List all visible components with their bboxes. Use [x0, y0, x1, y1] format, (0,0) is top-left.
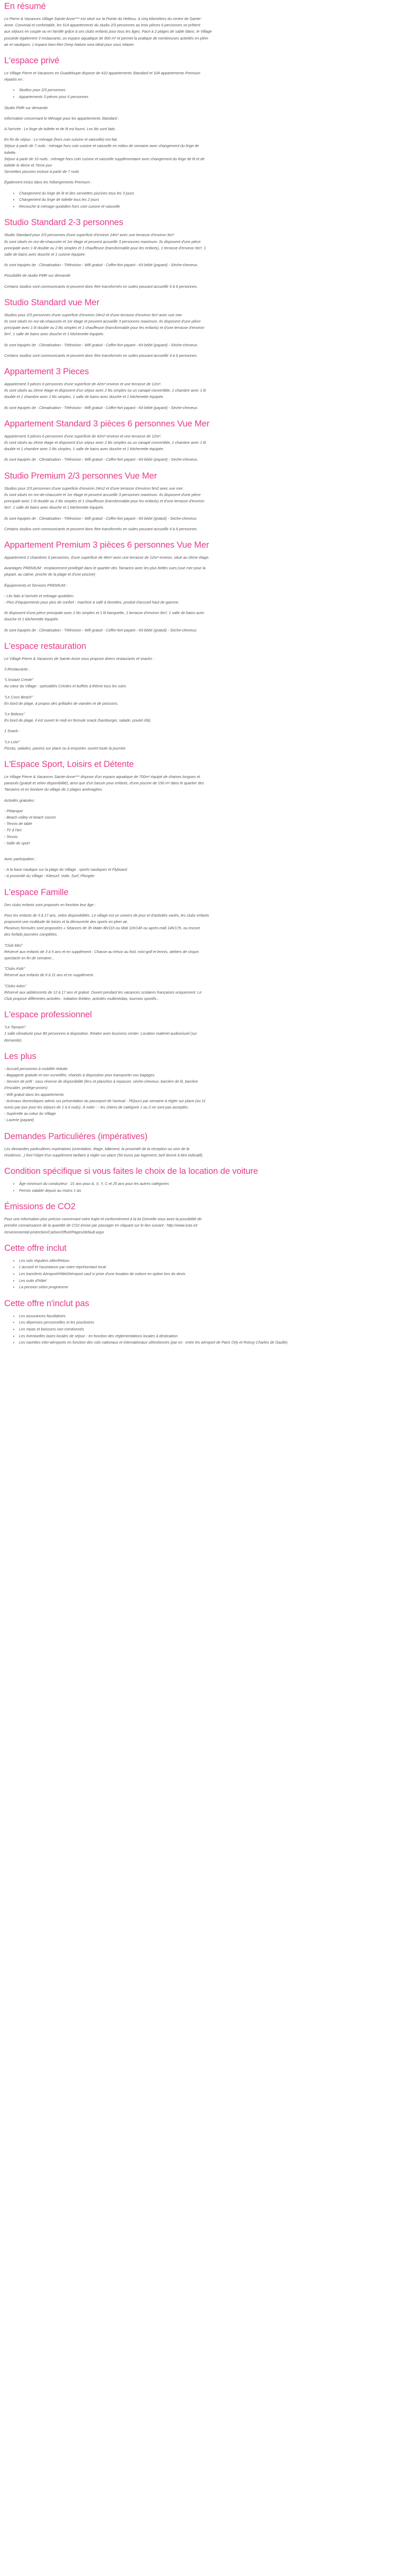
section-title-premium-appart: Appartement Premium 3 pièces 6 personnes Vue Mer: [4, 540, 209, 550]
text-line: principale avec 1 lit double ou 2 lits simples et 1 chauffeuse (transformable pour les enfants) et d'une terrasse d'environ: [4, 325, 205, 330]
section-title-resume: En résumé: [4, 2, 46, 11]
plus-item: - Service de prêt : sous réserve de disponibilité (fers et planches à repasser, sèche-cheveux, barrière de lit, barrière: [4, 1079, 198, 1084]
resume-text: [4, 16, 396, 48]
famille-details: [4, 912, 396, 938]
section-title-sport: L'Espace Sport, Loisirs et Détente: [4, 759, 134, 769]
text-line: principale avec 1 lit double ou 2 lits simples et 1 chauffeuse (transformable pour les enfants) et d'une terrasse d'environ: [4, 499, 205, 504]
premium-appart-equip: Ils sont équipés de : Climatisation - Télévision - Wifi gratuit - Coffre-fort payant - Kit bébé (gratuit) - Sèche-cheveux.: [4, 627, 197, 633]
text-line: Pour une information plus précise concernant votre trajet et conformément à la loi Grenelle vous avez la possibilité de: [4, 1217, 202, 1222]
list-item: [19, 1339, 396, 1346]
text-line: salle de bains avec douche et 1 cuisine équipée.: [4, 252, 86, 257]
premium-appart-desc: Appartement 2 chambres 6 personnes, d'une superficie de 46m² avec une terrasse de 12m² environ, situé au 2ème étage.: [4, 555, 209, 560]
prive-intro: [4, 70, 396, 83]
text-line: toilette.: [4, 150, 17, 155]
text-line: Les navettes inter-aéroports en fonction des vols nationaux et internationaux sélectionnés (par ex : entre les: [19, 1340, 201, 1345]
section-title-standard-vue-mer: Studio Standard vue Mer: [4, 297, 100, 307]
text-line: Serviettes piscines incluse à partir de 7 nuits: [4, 169, 79, 174]
list-item: • Recouche & ménage quotidien hors coin cuisine et vaisselle: [19, 203, 396, 210]
text-line: double et 1 chambre avec 2 lits simples, 1 salle de bains avec douche et 1 kitchenette équipée.: [4, 394, 164, 400]
text-line: 9m², 1 salle de bains avec douche et 1 kitchenette équipée.: [4, 505, 104, 510]
plus-item: euros par jour pour les séjours de 1 à 6 nuits). À noter : - les chiens de catégorie 1 ou 2 ne sont pas acceptés.: [4, 1105, 189, 1110]
list-item: • Les assurances facultatives: [19, 1313, 396, 1320]
prive-list-2: [4, 190, 396, 210]
appart3-desc: [4, 381, 396, 401]
text-line: Ils sont situés en rez-de-chaussée et 1er étage et peuvent accueillir 3 personnes maximum. Ils disposent d'une pièce: [4, 319, 201, 324]
text-line: demande).: [4, 1037, 23, 1043]
list-item: • Les nuits d'hôtel: [19, 1278, 396, 1285]
plus-item: - Laverie (payant): [4, 1117, 34, 1123]
text-line: Appartement 3 pièces 6 personnes d'une superficie de 42m² environ et une terrasse de 12m².: [4, 382, 161, 387]
plus-item: d'escalier, protège-prises): [4, 1085, 48, 1091]
restaurant-desc: En bord de plage, à propos des grillades de viandes et de poissons.: [4, 701, 119, 706]
text-line: Le Village Pierre & Vacances Sainte-Anne*** dispose d'un espace aquatique de 700m² équipé de chaises longues et: [4, 774, 200, 779]
plus-item: - Bagagerie gratuite et non surveillée, chariots à disposition pour transporter vos bagages.: [4, 1073, 156, 1078]
list-item: • Âge minimum du conducteur : 21 ans pour A, X, Y, C et 25 ans pour les autres catégories: [19, 1181, 396, 1188]
sport-activities-title: Activités gratuites :: [4, 798, 36, 803]
snack-1: [4, 739, 396, 752]
text-line: Ils sont situés en rez-de-chaussée et 1er étage et peuvent accueillir 3 personnes maximum. Ils disposent d'une pièce: [4, 492, 201, 497]
restaurant-2: [4, 694, 396, 707]
text-line: Ils sont situés en rez-de-chaussée et 1er étage et peuvent accueillir 3 personnes maximum. Ils disposent d'une pièce: [4, 239, 201, 244]
list-item: • Les vols réguliers Aller/Retour: [19, 1258, 396, 1265]
restaurant-name: "L'Instant Créole": [4, 677, 34, 683]
text-line: Pour les enfants de 3 à 17 ans, selon disponibilités. Le village est un univers de jeux et d'activités variés, les clubs enfants: [4, 912, 209, 918]
section-title-pro: L'espace professionnel: [4, 1010, 92, 1020]
snack-desc: Pizzas, salades, paninis sur place ou à emporter, ouvert toute la journée: [4, 745, 126, 751]
text-line: 1 salle climatisée pour 80 personnes à disposition, théatre avec business center. Location matériel audiovisuel (sur: [4, 1031, 197, 1036]
list-item: • Les éventuelles taxes locales de séjour - en fonction des réglementations locales à destination: [19, 1333, 396, 1340]
text-line: aéroport de Paris Orly et Roissy Charles de Gaulle): [201, 1340, 288, 1345]
text-line: proposent une multitude de loisirs et la découverte des sports en plein air.: [4, 919, 128, 925]
location-list: [4, 1181, 396, 1194]
list-item: • Changement du linge de lit et des serviettes piscines tous les 3 jours: [19, 190, 396, 197]
section-title-standard-studio: Studio Standard 2-3 personnes: [4, 218, 123, 228]
prive-menage-details: [4, 137, 396, 175]
plus-item: - Accueil personnes à mobilité réduite.: [4, 1066, 69, 1071]
premium-appart-avantages: [4, 565, 396, 578]
prive-menage-arrivee: A l'arrivée : Le linge de toilette et de lit est fourni. Les lits sont faits.: [4, 127, 116, 132]
text-line: Studio Standard pour 2/3 personnes d'une superficie d'environ 24m² avec une terrasse d'environ 9m².: [4, 232, 175, 238]
standard-vue-mer-desc: [4, 312, 396, 338]
section-title-plus: Les plus: [4, 1051, 36, 1061]
text-line: prendre connaissance de la quantité de CO2 émise par passager en cliquant sur le lien suivant : http://www.icao.int: [4, 1223, 197, 1228]
section-title-restauration: L'espace restauration: [4, 641, 87, 651]
premium-appart-services: [4, 593, 396, 606]
restauration-count: 3 Restaurants :: [4, 666, 30, 672]
section-title-co2: Émissions de CO2: [4, 1202, 76, 1212]
text-line: Appartement 3 pièces 6 personnes d'une superficie de 42m² environ et une terrasse de 12m².: [4, 433, 161, 439]
activity-item: - Tennis: [4, 834, 18, 839]
prive-list-1: [4, 87, 396, 100]
sport-activities: [4, 808, 396, 847]
text-line: Ils sont situés au 2ème étage et disposent d'un séjour avec 2 lits simples ou un canapé convertible, 1 chambre avec 1 lit: [4, 388, 206, 393]
premium-appart-desc2: [4, 610, 396, 623]
document: [0, 1, 400, 1355]
restaurant-name: "Le Boboss": [4, 711, 25, 716]
appart3-equip: Ils sont équipés de : Climatisation - Télévision - Wifi gratuit - Coffre-fort payant - Kit bébé (payant) - Sèche-cheveux.: [4, 405, 198, 410]
activity-item: - A proximité du Village : Kitesurf, Voile, Surf, Plongée: [4, 873, 94, 879]
list-item: • Les dépenses personnelles et les pourboires: [19, 1319, 396, 1326]
text-line: résidence...) font l'objet d'un supplément tarifaire à régler sur place (50 euros par logement, tarif donné à titre indicatif).: [4, 1152, 204, 1158]
text-line: Le Village Pierre et Vacances en Guadeloupe dispose de 410 appartements Standard et 104 appartements Premium: [4, 71, 201, 76]
activity-item: - Tir à l'arc: [4, 828, 22, 833]
text-line: plupart, au calme, proche de la plage et d'une piscine): [4, 572, 96, 577]
text-line: Séjour à partir de 10 nuits : ménage hors coin cuisine et vaisselle supplémentaire avec changement du linge de lit et de: [4, 156, 205, 161]
plus-item: - Wifi gratuit dans les appartements: [4, 1092, 64, 1097]
text-line: Anne. Convivial et confortable, les 514 appartements du studio 2/3 personnes au trois pièces 6 personnes se prêtent: [4, 23, 201, 28]
inclut-list: [4, 1258, 396, 1291]
restaurant-name: "Le Coco Beach": [4, 694, 33, 699]
section-title-demandes: Demandes Particulières (impératives): [4, 1131, 148, 1141]
text-line: - Lits faits à l'arrivée et ménage quotidien.: [4, 593, 74, 598]
activity-item: - Pétanque: [4, 808, 23, 813]
restaurant-1: [4, 677, 396, 689]
text-line: Les demandes particulières impératives (orientation, étage, bâtiment, la proximité de la réception ou sein de la: [4, 1146, 189, 1151]
activity-item: - Salle de sport: [4, 840, 30, 845]
plus-item: - Animaux domestiques admis sur présentation du passeport de l'animal : 7€/jours par semaine à régler sur place (ou 11: [4, 1098, 206, 1103]
plus-item: - Supérette au cœur du Village: [4, 1111, 56, 1116]
famille-intro: Des clubs enfants sont proposés en fonction leur âge :: [4, 902, 96, 907]
text-line: possède également 3 restaurants, un espace aquatique de 900 m² et permet la pratique de nombreuses activités en plein: [4, 35, 208, 41]
snack-name: "Le Loïo": [4, 739, 20, 744]
list-item: • Appartements 3 pièces pour 6 personnes: [19, 94, 396, 101]
club-ados: [4, 983, 396, 1003]
list-item: • Changement du linge de toilette tous les 2 jours: [19, 197, 396, 203]
text-line: répartis en :: [4, 77, 24, 82]
list-item: • Permis valable depuis au moins 1 an.: [19, 1188, 396, 1194]
ninclut-list: [4, 1313, 396, 1346]
premium-studio-desc: [4, 485, 396, 511]
text-line: En fin de séjour : Le ménage (hors coin cuisine et vaisselle) est fait.: [4, 137, 118, 142]
sport-paid: [4, 867, 396, 879]
prive-premium-title: Également inclus dans les hébergements Premium :: [4, 180, 92, 185]
prive-pmr: Studio PMR sur demande.: [4, 105, 49, 110]
text-line: toilette le 4ème et 7ème jour: [4, 163, 52, 168]
text-line: Avantages PREMIUM : emplacement privilégié dans le quartier des Tamarins avec les plus belles vues (vue mer pour la: [4, 566, 206, 571]
premium-appart-services-title: Équipements et Services PREMIUM :: [4, 582, 68, 588]
club-kids: [4, 966, 396, 978]
standard-vue-mer-note: Certains studios sont communicants et peuvent donc être transformés en suites pouvant accueillir 4 à 6 personnes.: [4, 353, 198, 358]
text-line: Plusieurs formules sont proposées « Séances de 3h Matin 8h/11h ou Midi 11h/14h ou après-midi 14h/17h, ou encore: [4, 926, 201, 931]
restaurant-desc: Au cœur du Village : spécialités Créoles et buffets à thème tous les soirs: [4, 684, 126, 689]
standard-studio-desc: [4, 232, 396, 258]
section-title-ninclut: Cette offre n'inclut pas: [4, 1298, 89, 1308]
text-line: Le Pierre & Vacances Village Sainte-Anne*** est situé sur la Pointe du Helleux, à cinq kilomètres du centre de Sainte-: [4, 16, 202, 21]
standard-vue-mer-equip: Ils sont équipés de : Climatisation - Télévision - Wifi gratuit - Coffre-fort payant - Kit bébé (payant) - Sèche-cheveux.: [4, 342, 198, 347]
text-line: des forfaits journées complètes.: [4, 932, 58, 937]
restaurant-3: [4, 711, 396, 724]
section-title-famille: L'espace Famille: [4, 887, 69, 897]
text-line: air et nautiques. L'espace bien-être Deep Nature sera idéal pour vous relaxer.: [4, 42, 135, 47]
restauration-intro: Le Village Pierre & Vacances de Sainte Anne vous propose divers restaurants et snacks :: [4, 656, 155, 661]
prive-menage-title: Information concernant le Ménage pour les appartements Standard :: [4, 115, 119, 121]
section-title-appart3: Appartement 3 Pieces: [4, 367, 89, 377]
text-line: Réservé aux enfants de 3 à 5 ans et en supplément : Chasse au trésor au fool, mini-golf et tennis, ateliers de cirque,: [4, 949, 199, 954]
club-mini: [4, 942, 396, 962]
standard-studio-note: Certains studios sont communicants et peuvent donc être transformés en suites pouvant accueillir 4 à 6 personnes.: [4, 284, 198, 289]
text-line: douche et 1 kitchenette équipée.: [4, 617, 59, 622]
section-title-appart3-vue-mer: Appartement Standard 3 pièces 6 personnes Vue Mer: [4, 419, 209, 429]
section-title-prive: L'espace privé: [4, 56, 60, 66]
activity-item: - Beach volley et beach soccer: [4, 814, 56, 820]
text-line: spectacle en fin de semaine...: [4, 956, 55, 961]
text-line: Réservé aux adolescents de 12 à 17 ans et gratuit. Ouvert pendant les vacances scolaires françaises uniquement. Le: [4, 989, 202, 995]
section-title-premium-studio: Studio Premium 2/3 personnes Vue Mer: [4, 471, 157, 481]
text-line: Séjour à partir de 7 nuits : ménage hors coin cuisine et vaisselle en milieu de semaine avec changement du linge de: [4, 143, 199, 149]
list-item: • La pension selon programme: [19, 1284, 396, 1291]
text-line: - Plus d'équipements pour plus de confort : machine à café à dosettes, produit d'accueil haut de gamme.: [4, 599, 179, 605]
text-line: Studios pour 2/3 personnes d'une superficie d'environ 24m2 et d'une terrasse d'environ 9m² avec vue mer.: [4, 312, 183, 317]
list-item: • L'accueil et l'assistance par notre représentant local: [19, 1264, 396, 1271]
text-line: Studios pour 2/3 personnes d'une superficie d'environ 24m2 et d'une terrasse d'environ 9m2 avec vue mer.: [4, 485, 184, 491]
text-line: Club propose différentes activités : initiation théâtre, activités multimédias, tournois sportifs...: [4, 996, 160, 1002]
appart3-vue-mer-desc: [4, 433, 396, 453]
club-name: "Clubs Kids": [4, 966, 25, 971]
list-item: • Les repas et boissons non mentionnés: [19, 1326, 396, 1333]
room-name: "Le Tamarin": [4, 1025, 26, 1030]
sport-paid-title: Avec participation :: [4, 857, 36, 861]
text-line: Tamarins et en bordure du village de 2 plages aménagées.: [4, 787, 103, 792]
club-name: "Clubs Ados": [4, 983, 26, 988]
plus-list: [4, 1066, 396, 1124]
sport-intro: [4, 774, 396, 793]
text-line: double et 1 chambre avec 2 lits simples, 1 salle de bains avec douche et 1 kitchenette équipée.: [4, 446, 164, 452]
text-line: aux séjours en couple ou en famille grâce à ses clubs enfants pour tous les âges. Face à 2 plages de sable blanc, le Village: [4, 29, 212, 34]
text-line: Ils sont situés au 2ème étage et disposent d'un séjour avec 2 lits simples ou un canapé convertible, 1 chambre avec 1 lit: [4, 440, 206, 445]
demandes-desc: [4, 1146, 396, 1159]
appart3-vue-mer-equip: Ils sont équipés de : Climatisation - Télévision - Wifi gratuit - Coffre-fort payant - Kit bébé (payant) - Sèche-cheveux.: [4, 457, 198, 462]
list-item: • Studios pour 2/3 personnes: [19, 87, 396, 94]
activity-item: - A la base nautique sur la plage du Village : sports nautiques et Flyboard: [4, 867, 127, 872]
premium-studio-equip: Ils sont équipés de : Climatisation - Télévision - Wifi gratuit - Coffre-fort payant - Kit bébé (gratuit) - Sèche-cheveux.: [4, 516, 197, 521]
text-line: Réservé aux enfants de 6 à 11 ans et en supplément.: [4, 973, 94, 978]
club-name: "Club Mini": [4, 942, 23, 948]
activity-item: - Tennis de table: [4, 821, 32, 827]
text-line: Ils disposent d'une pièce principale avec 2 lits simples et 1 lit banquette, 1 terrasse d'environ 9m², 1 salle de bains avec: [4, 610, 205, 616]
section-title-inclut: Cette offre inclut: [4, 1243, 67, 1253]
text-line: principale avec 1 lit double ou 2 lits simples et 1 chauffeuse (transformable pour les enfants), 1 terrasse d'environ 9m², 1: [4, 245, 206, 250]
restaurant-desc: En bord de plage, il est ouvert le midi en formule snack (hamburger, salade, poulet rôti).: [4, 718, 151, 723]
text-line: parasols (gratuit et selon disponibilité), ainsi que d'un bassin pour enfants, d'une piscine de 150 m² dans le quartier des: [4, 781, 204, 786]
list-item: • Les transferts Aéroport/Hôtel/Aéroport sauf si prise d'une location de voiture en option lors du devis: [19, 1271, 396, 1278]
co2-link[interactable]: /environmental-protection/CarbonOffset/Pages/default.aspx: [4, 1229, 104, 1234]
text-line: 9m², 1 salle de bains avec douche et 1 kitchenette équipée.: [4, 332, 104, 337]
standard-studio-pmr: Possibilité de studio PMR sur demande: [4, 273, 71, 278]
pro-desc: [4, 1024, 396, 1044]
standard-studio-equip: Ils sont équipés de : Climatisation - Télévision - Wifi gratuit - Coffre-fort payant - Kit bébé (payant) - Sèche-cheveux.: [4, 263, 198, 268]
premium-studio-note: Certains studios sont communicants et peuvent donc être transformés en suites pouvant accueillir 4 à 6 personnes.: [4, 526, 198, 531]
snack-count: 1 Snack :: [4, 728, 20, 734]
co2-desc: [4, 1216, 396, 1236]
section-title-location: Condition spécifique si vous faites le choix de la location de voiture: [4, 1167, 258, 1177]
